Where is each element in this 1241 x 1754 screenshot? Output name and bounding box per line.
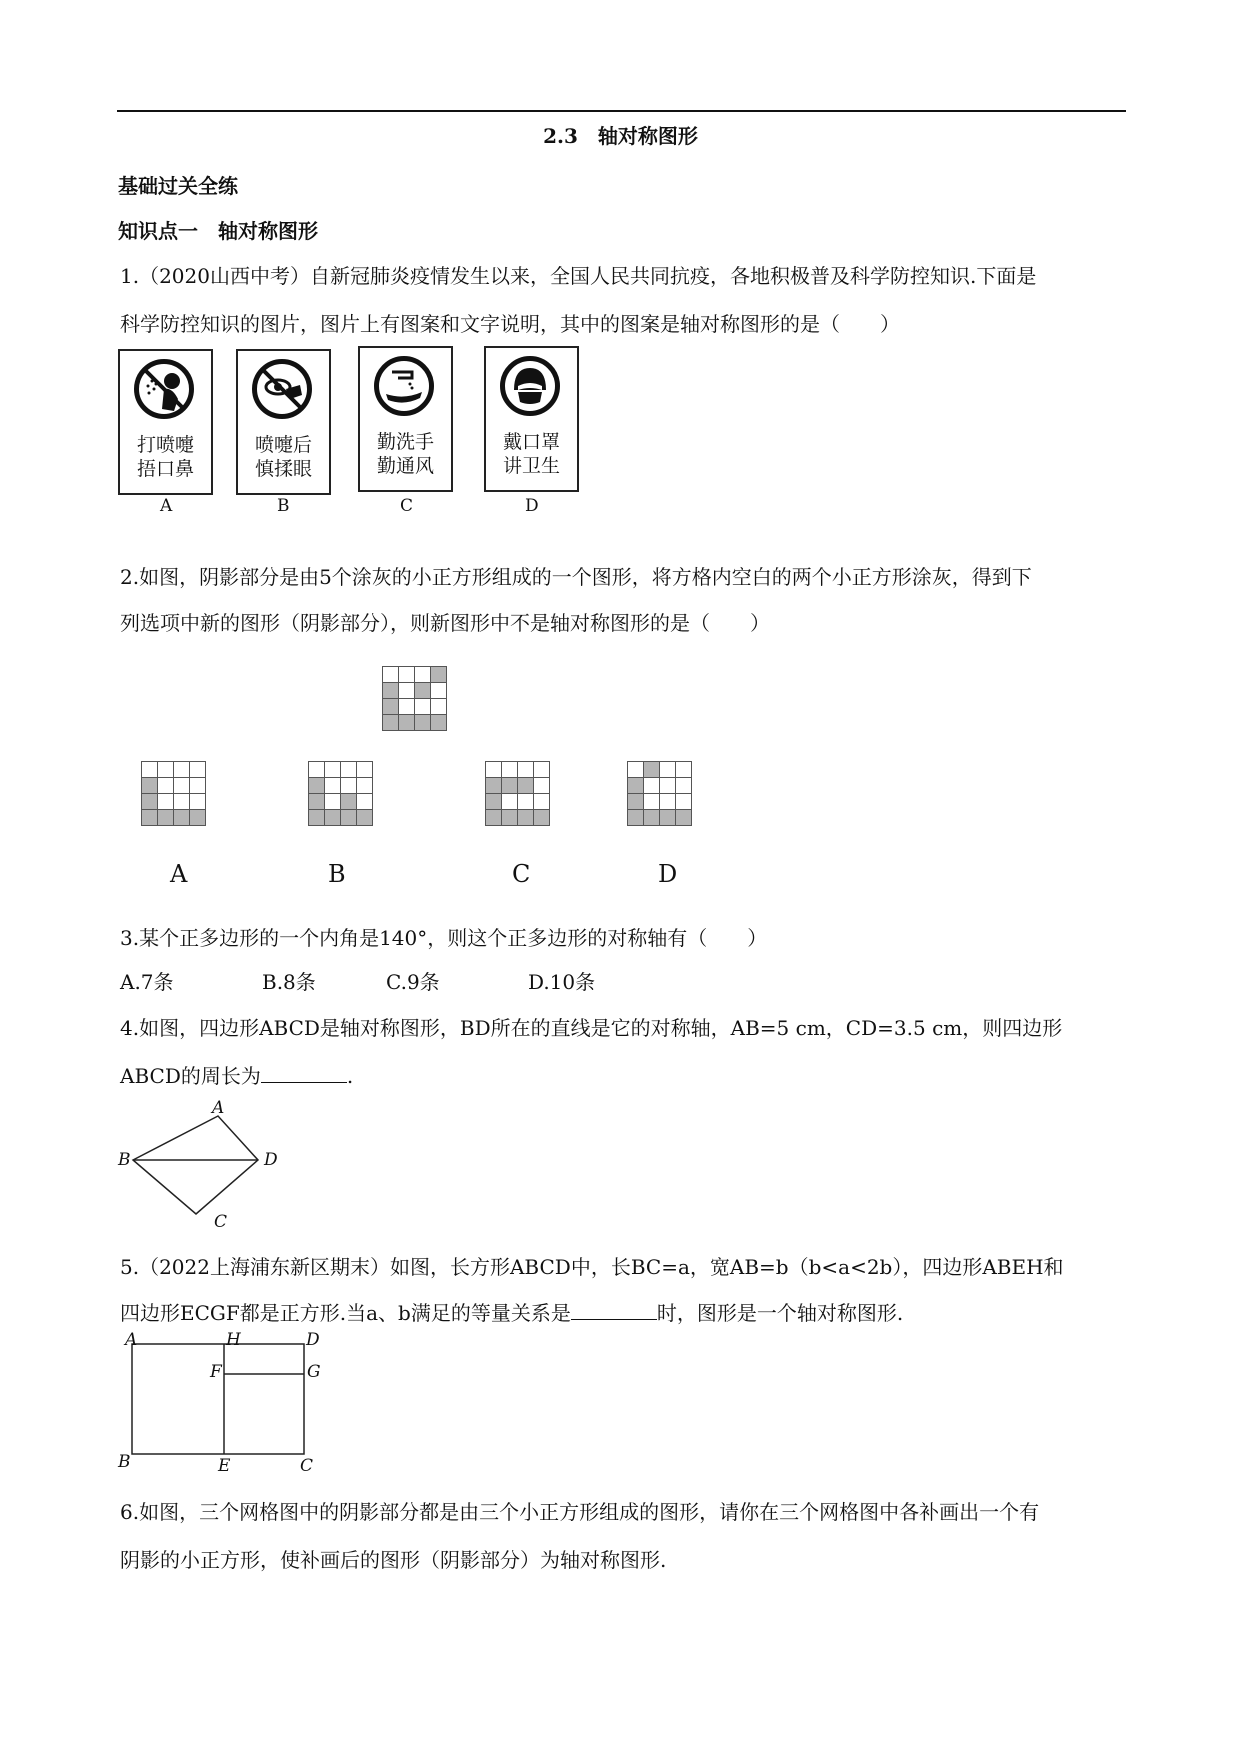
empty-cell bbox=[357, 794, 373, 810]
empty-cell bbox=[415, 699, 431, 715]
empty-cell bbox=[174, 794, 190, 810]
q4-label-b: B bbox=[118, 1150, 131, 1170]
shaded-cell bbox=[383, 699, 399, 715]
q2-option-a-label: A bbox=[170, 860, 188, 888]
shaded-cell bbox=[628, 810, 644, 826]
option-a-text2: 捂口鼻 bbox=[136, 458, 194, 480]
section-heading: 基础过关全练 bbox=[118, 174, 238, 198]
mask-face-icon bbox=[500, 356, 560, 416]
empty-cell bbox=[415, 667, 431, 683]
shaded-cell bbox=[415, 715, 431, 731]
empty-cell bbox=[431, 699, 447, 715]
sneeze-person-icon bbox=[134, 359, 194, 419]
empty-cell bbox=[357, 762, 373, 778]
q4-line2 bbox=[120, 1060, 353, 1089]
shaded-cell bbox=[383, 683, 399, 699]
empty-cell bbox=[399, 667, 415, 683]
shaded-cell bbox=[325, 810, 341, 826]
shaded-cell bbox=[518, 778, 534, 794]
shaded-cell bbox=[518, 810, 534, 826]
shaded-cell bbox=[486, 778, 502, 794]
shaded-cell bbox=[660, 810, 676, 826]
wash-hands-icon bbox=[374, 356, 434, 416]
empty-cell bbox=[357, 778, 373, 794]
empty-cell bbox=[158, 762, 174, 778]
empty-cell bbox=[325, 794, 341, 810]
q6-line2: 阴影的小正方形，使补画后的图形（阴影部分）为轴对称图形. bbox=[120, 1548, 667, 1572]
shaded-cell bbox=[534, 810, 550, 826]
q4-line2-text: ABCD的周长为 bbox=[120, 1064, 261, 1088]
q5-label-c: C bbox=[300, 1456, 314, 1476]
option-c-label: C bbox=[400, 496, 414, 516]
rectangle-abcd-figure bbox=[110, 1336, 350, 1466]
q4-label-a: A bbox=[212, 1098, 225, 1118]
empty-cell bbox=[158, 794, 174, 810]
shaded-cell bbox=[676, 810, 692, 826]
shaded-cell bbox=[142, 778, 158, 794]
shaded-cell bbox=[644, 810, 660, 826]
q5-answer-blank[interactable] bbox=[571, 1301, 657, 1320]
empty-cell bbox=[518, 762, 534, 778]
empty-cell bbox=[341, 778, 357, 794]
shaded-cell bbox=[357, 810, 373, 826]
q5-label-g: G bbox=[307, 1362, 321, 1382]
shaded-cell bbox=[341, 794, 357, 810]
shaded-cell bbox=[341, 810, 357, 826]
empty-cell bbox=[158, 778, 174, 794]
empty-cell bbox=[486, 762, 502, 778]
empty-cell bbox=[628, 762, 644, 778]
q5-label-f: F bbox=[210, 1362, 222, 1382]
shaded-cell bbox=[628, 778, 644, 794]
empty-cell bbox=[174, 762, 190, 778]
q3-line1: 3.某个正多边形的一个内角是140°，则这个正多边形的对称轴有（ ） bbox=[120, 926, 768, 950]
empty-cell bbox=[399, 683, 415, 699]
option-c-text2: 勤通风 bbox=[376, 455, 434, 477]
option-b-text2: 慎揉眼 bbox=[254, 458, 312, 480]
q4-answer-blank[interactable] bbox=[261, 1064, 347, 1083]
q1-line2: 科学防控知识的图片，图片上有图案和文字说明，其中的图案是轴对称图形的是（ ） bbox=[120, 312, 900, 336]
option-b-sign[interactable] bbox=[236, 349, 331, 495]
q4-line1: 4.如图，四边形ABCD是轴对称图形，BD所在的直线是它的对称轴，AB=5 cm，CD=3.5 cm，则四边形 bbox=[120, 1016, 1063, 1040]
empty-cell bbox=[644, 778, 660, 794]
q2-option-b-label: B bbox=[328, 860, 346, 888]
shaded-cell bbox=[142, 810, 158, 826]
q5-line2-text: 四边形ECGF都是正方形.当a、b满足的等量关系是 bbox=[120, 1301, 571, 1325]
q5-label-h: H bbox=[226, 1330, 241, 1350]
empty-cell bbox=[660, 794, 676, 810]
base-grid bbox=[382, 666, 447, 731]
option-c-sign[interactable] bbox=[358, 346, 453, 492]
shaded-cell bbox=[644, 762, 660, 778]
empty-cell bbox=[502, 762, 518, 778]
empty-cell bbox=[534, 778, 550, 794]
shaded-cell bbox=[431, 667, 447, 683]
empty-cell bbox=[174, 778, 190, 794]
shaded-cell bbox=[415, 683, 431, 699]
shaded-cell bbox=[399, 715, 415, 731]
q3-option-d[interactable]: D.10条 bbox=[528, 970, 596, 994]
q5-label-e: E bbox=[218, 1456, 231, 1476]
q5-line2 bbox=[120, 1297, 903, 1326]
option-d-text2: 讲卫生 bbox=[502, 455, 560, 477]
empty-cell bbox=[325, 762, 341, 778]
shaded-cell bbox=[142, 794, 158, 810]
option-b-grid[interactable] bbox=[308, 761, 373, 826]
option-b-label: B bbox=[277, 496, 290, 516]
option-a-text1: 打喷嚏 bbox=[136, 434, 194, 456]
option-c-text1: 勤洗手 bbox=[376, 431, 434, 453]
empty-cell bbox=[660, 762, 676, 778]
shaded-cell bbox=[309, 810, 325, 826]
q3-option-a[interactable]: A.7条 bbox=[120, 970, 174, 994]
option-c-grid[interactable] bbox=[485, 761, 550, 826]
empty-cell bbox=[190, 794, 206, 810]
shaded-cell bbox=[383, 715, 399, 731]
shaded-cell bbox=[628, 794, 644, 810]
empty-cell bbox=[676, 778, 692, 794]
option-a-label: A bbox=[160, 496, 173, 516]
option-d-text1: 戴口罩 bbox=[502, 431, 560, 453]
q4-line2-end: . bbox=[346, 1064, 354, 1088]
shaded-cell bbox=[502, 778, 518, 794]
option-d-sign[interactable] bbox=[484, 346, 579, 492]
subsection-heading: 知识点一 轴对称图形 bbox=[118, 219, 318, 243]
q5-label-a: A bbox=[125, 1330, 138, 1350]
shaded-cell bbox=[190, 810, 206, 826]
q5-label-d: D bbox=[306, 1330, 320, 1350]
option-b-text1: 喷嚏后 bbox=[254, 434, 312, 456]
top-rule bbox=[117, 110, 1126, 112]
shaded-cell bbox=[174, 810, 190, 826]
empty-cell bbox=[534, 794, 550, 810]
eye-hand-icon bbox=[252, 359, 312, 419]
option-a-sign[interactable] bbox=[118, 349, 213, 495]
shaded-cell bbox=[158, 810, 174, 826]
q2-line1: 2.如图，阴影部分是由5个涂灰的小正方形组成的一个图形，将方格内空白的两个小正方形涂灰，得到下 bbox=[120, 565, 1032, 589]
q5-line2-end: 时，图形是一个轴对称图形. bbox=[656, 1301, 904, 1325]
empty-cell bbox=[341, 762, 357, 778]
shaded-cell bbox=[431, 715, 447, 731]
empty-cell bbox=[660, 778, 676, 794]
empty-cell bbox=[190, 762, 206, 778]
q2-option-c-label: C bbox=[512, 860, 531, 888]
shaded-cell bbox=[309, 778, 325, 794]
shaded-cell bbox=[502, 810, 518, 826]
q6-line1: 6.如图，三个网格图中的阴影部分都是由三个小正方形组成的图形，请你在三个网格图中各补画出一个有 bbox=[120, 1500, 1040, 1524]
empty-cell bbox=[309, 762, 325, 778]
empty-cell bbox=[431, 683, 447, 699]
empty-cell bbox=[399, 699, 415, 715]
quadrilateral-abcd-figure bbox=[110, 1096, 290, 1236]
shaded-cell bbox=[486, 810, 502, 826]
empty-cell bbox=[142, 762, 158, 778]
empty-cell bbox=[676, 794, 692, 810]
shaded-cell bbox=[309, 794, 325, 810]
empty-cell bbox=[518, 794, 534, 810]
empty-cell bbox=[502, 794, 518, 810]
option-d-label: D bbox=[525, 496, 539, 516]
q3-option-b[interactable]: B.8条 bbox=[262, 970, 316, 994]
q5-line1: 5.（2022上海浦东新区期末）如图，长方形ABCD中，长BC=a，宽AB=b（b<a<2b），四边形ABEH和 bbox=[120, 1255, 1064, 1279]
empty-cell bbox=[534, 762, 550, 778]
option-d-grid[interactable] bbox=[627, 761, 692, 826]
option-a-grid[interactable] bbox=[141, 761, 206, 826]
q4-label-c: C bbox=[214, 1212, 228, 1232]
q2-line2: 列选项中新的图形（阴影部分），则新图形中不是轴对称图形的是（ ） bbox=[120, 611, 770, 635]
shaded-cell bbox=[486, 794, 502, 810]
page-title: 2.3 轴对称图形 bbox=[543, 124, 698, 148]
q4-label-d: D bbox=[264, 1150, 278, 1170]
q3-option-c[interactable]: C.9条 bbox=[386, 970, 440, 994]
q5-label-b: B bbox=[118, 1452, 131, 1472]
q1-line1: 1.（2020山西中考）自新冠肺炎疫情发生以来，全国人民共同抗疫，各地积极普及科学防控知识.下面是 bbox=[120, 264, 1037, 288]
empty-cell bbox=[325, 778, 341, 794]
empty-cell bbox=[644, 794, 660, 810]
empty-cell bbox=[190, 778, 206, 794]
empty-cell bbox=[383, 667, 399, 683]
empty-cell bbox=[676, 762, 692, 778]
q2-option-d-label: D bbox=[658, 860, 678, 888]
